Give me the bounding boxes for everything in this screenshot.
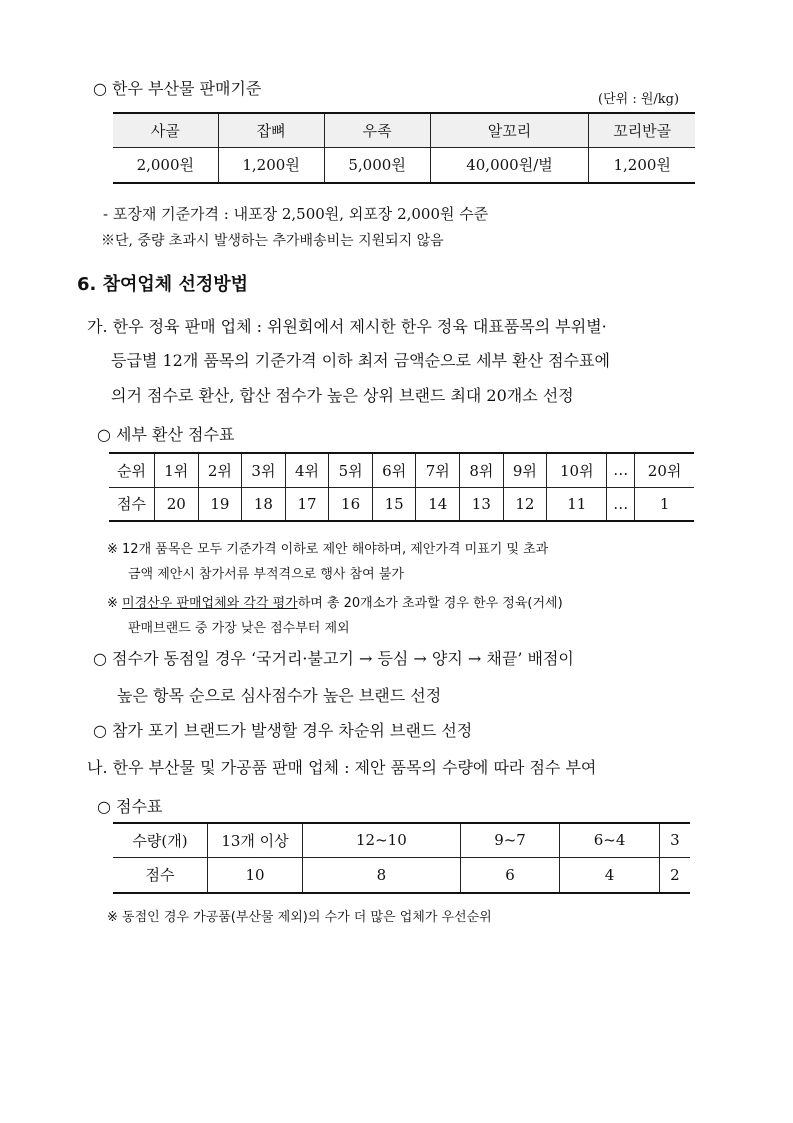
note-b-line-1 xyxy=(107,592,563,611)
header-cell: 꼬리반골 xyxy=(589,113,695,147)
score-label: 점수 xyxy=(109,487,155,521)
score-cell: 16 xyxy=(329,487,373,521)
score-cell: 17 xyxy=(285,487,329,521)
qty-cell: 12~10 xyxy=(303,823,461,857)
na-line: 나. 한우 부산물 및 가공품 판매 업체 : 제안 품목의 수량에 따라 점수 부여 xyxy=(87,758,597,777)
price-cell: 5,000원 xyxy=(324,147,430,183)
header-cell: 알꼬리 xyxy=(430,113,589,147)
header-cell: 잡뼈 xyxy=(218,113,324,147)
shipping-note: ※단, 중량 초과시 발생하는 추가배송비는 지원되지 않음 xyxy=(101,233,444,249)
rank-cell: 10위 xyxy=(547,453,607,487)
quantity-score-table xyxy=(113,822,690,894)
score-cell: 13 xyxy=(460,487,504,521)
qty-cell: 13개 이상 xyxy=(208,823,303,857)
note-b-mark: ※ xyxy=(107,596,123,611)
rank-cell: 4위 xyxy=(285,453,329,487)
score-cell: 18 xyxy=(242,487,286,521)
score-cell: 11 xyxy=(547,487,607,521)
byproduct-heading: ○ 한우 부산물 판매기준 xyxy=(93,79,262,98)
score-table-heading: ○ 세부 환산 점수표 xyxy=(97,425,235,444)
rank-cell: 7위 xyxy=(416,453,460,487)
qty-score-cell: 4 xyxy=(560,857,660,893)
header-cell: 우족 xyxy=(324,113,430,147)
score-cell: 14 xyxy=(416,487,460,521)
rank-cell: 20위 xyxy=(635,453,694,487)
score-cell: 20 xyxy=(155,487,199,521)
ga-line-3: 의거 점수로 환산, 합산 점수가 높은 상위 브랜드 최대 20개소 선정 xyxy=(111,386,574,405)
qty-cell: 6~4 xyxy=(560,823,660,857)
note-a-line-2: 금액 제안시 참가서류 부적격으로 행사 참여 불가 xyxy=(128,567,404,582)
ga-line-2: 등급별 12개 품목의 기준가격 이하 최저 금액순으로 세부 환산 점수표에 xyxy=(111,351,610,370)
byproduct-price-table xyxy=(113,112,695,184)
qty-label: 수량(개) xyxy=(113,823,208,857)
header-cell: 사골 xyxy=(113,113,218,147)
qty-score-cell: 8 xyxy=(303,857,461,893)
note-a-line-1: ※ 12개 품목은 모두 기준가격 이하로 제안 해야하며, 제안가격 미표기 및 초과 xyxy=(107,542,549,557)
qty-score-cell: 2 xyxy=(659,857,690,893)
withdraw-line: ○ 참가 포기 브랜드가 발생할 경우 차순위 브랜드 선정 xyxy=(93,721,473,740)
price-cell: 1,200원 xyxy=(218,147,324,183)
qty-cell: 3 xyxy=(659,823,690,857)
score-cell: … xyxy=(607,487,635,521)
note-b-underlined: 미경산우 판매업체와 각각 평가 xyxy=(122,596,298,611)
ga-line-1: 가. 한우 정육 판매 업체 : 위원회에서 제시한 한우 정육 대표품목의 부위별· xyxy=(87,317,607,336)
rank-score-table xyxy=(109,452,694,522)
score-cell: 15 xyxy=(372,487,416,521)
section-title: 6. 참여업체 선정방법 xyxy=(77,274,248,295)
rank-cell: 6위 xyxy=(372,453,416,487)
qty-score-cell: 10 xyxy=(208,857,303,893)
score-table-2-heading: ○ 점수표 xyxy=(97,797,163,816)
rank-cell: 5위 xyxy=(329,453,373,487)
score-cell: 12 xyxy=(503,487,547,521)
packaging-note: - 포장재 기준가격 : 내포장 2,500원, 외포장 2,000원 수준 xyxy=(103,205,489,223)
rank-cell: 2위 xyxy=(198,453,242,487)
price-cell: 40,000원/벌 xyxy=(430,147,589,183)
final-note: ※ 동점인 경우 가공품(부산물 제외)의 수가 더 많은 업체가 우선순위 xyxy=(107,910,492,925)
rank-cell: 3위 xyxy=(242,453,286,487)
unit-label: (단위 : 원/kg) xyxy=(598,92,680,107)
note-b-rest: 하며 총 20개소가 초과할 경우 한우 정육(거세) xyxy=(297,596,563,611)
price-cell: 2,000원 xyxy=(113,147,218,183)
tie-line-1: ○ 점수가 동점일 경우 ‘국거리·불고기 → 등심 → 양지 → 채끝’ 배점이 xyxy=(93,649,574,668)
qty-score-label: 점수 xyxy=(113,857,208,893)
price-cell: 1,200원 xyxy=(589,147,695,183)
tie-line-2: 높은 항목 순으로 심사점수가 높은 브랜드 선정 xyxy=(117,686,442,705)
qty-cell: 9~7 xyxy=(460,823,560,857)
rank-label: 순위 xyxy=(109,453,155,487)
score-cell: 1 xyxy=(635,487,694,521)
rank-cell: 9위 xyxy=(503,453,547,487)
rank-cell: 8위 xyxy=(460,453,504,487)
qty-score-cell: 6 xyxy=(460,857,560,893)
score-cell: 19 xyxy=(198,487,242,521)
rank-cell: 1위 xyxy=(155,453,199,487)
rank-cell: … xyxy=(607,453,635,487)
note-b-line-2: 판매브랜드 중 가장 낮은 점수부터 제외 xyxy=(128,621,350,636)
